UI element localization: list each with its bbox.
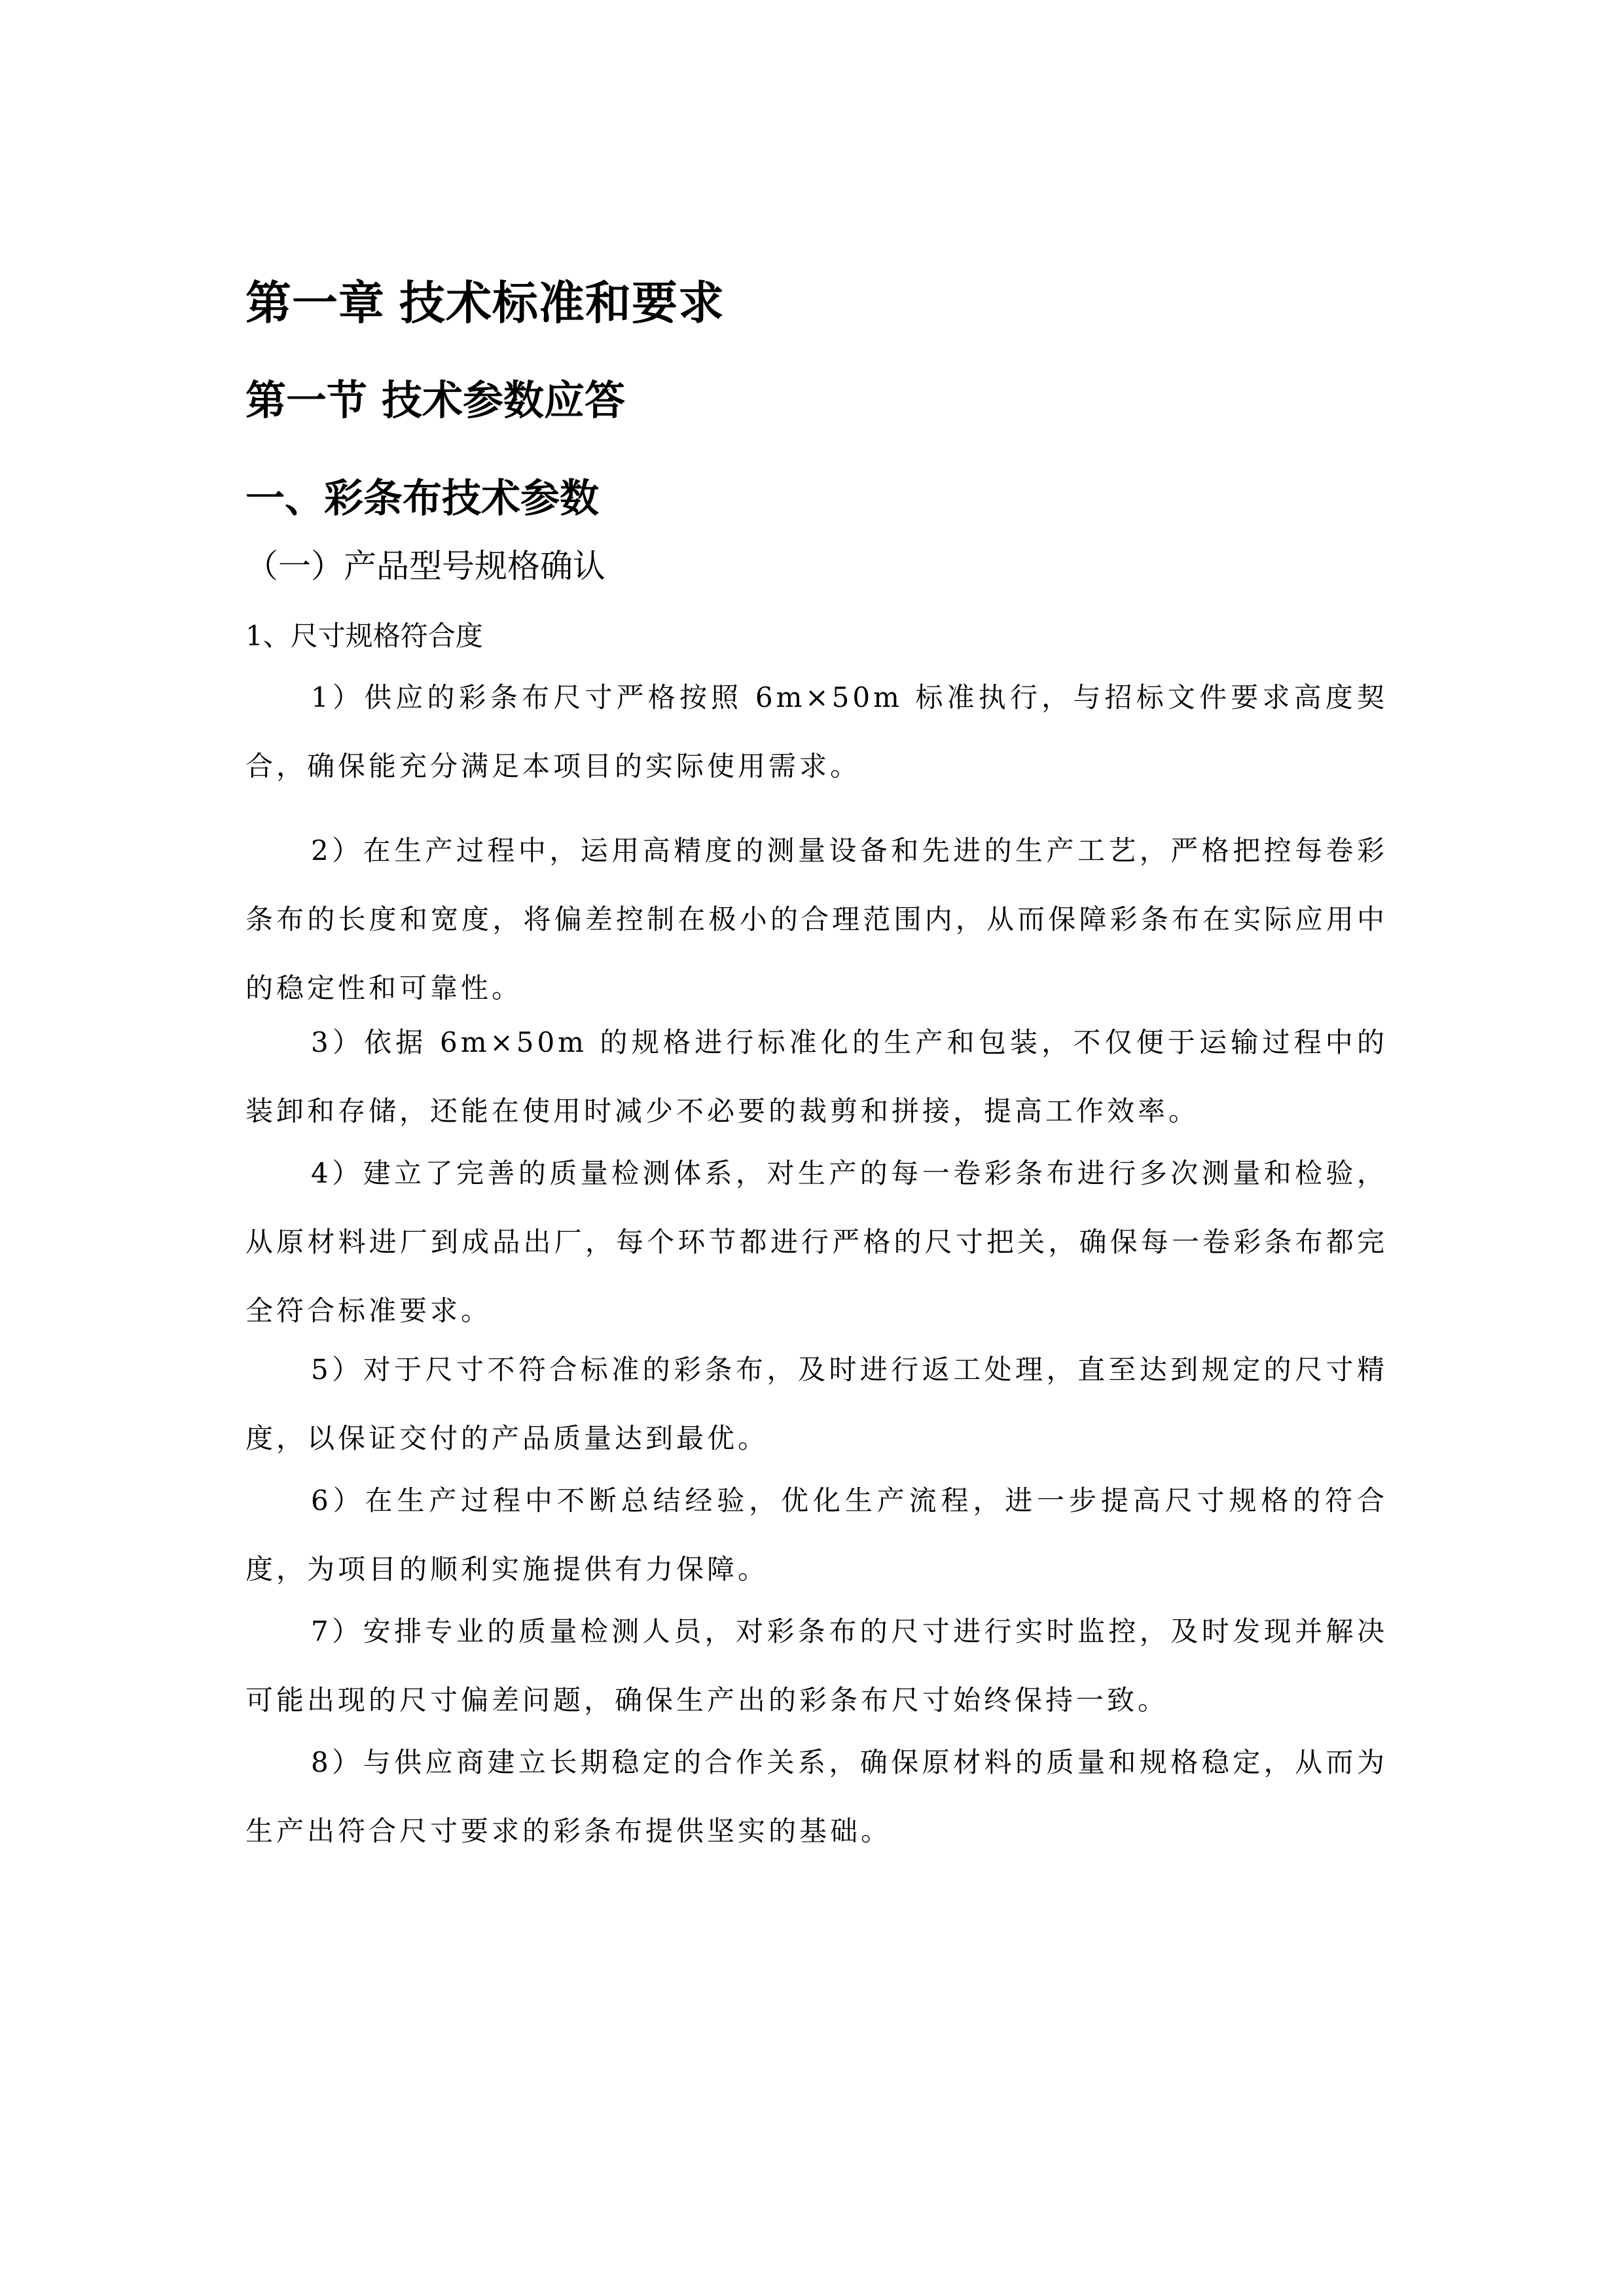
chapter-title-text: 技术标准和要求 (399, 276, 725, 330)
paragraph-7: 7）安排专业的质量检测人员，对彩条布的尺寸进行实时监控，及时发现并解决可能出现的尺寸偏差问题，确保生产出的彩条布尺寸始终保持一致。 (245, 1615, 1388, 1716)
subsubsection-title: （一）产品型号规格确认 (245, 547, 605, 585)
section-number: 第一节 (245, 376, 368, 424)
paragraph-4: 4）建立了完善的质量检测体系，对生产的每一卷彩条布进行多次测量和检验，从原材料进厂到成品出厂，每个环节都进行严格的尺寸把关，确保每一卷彩条布都完全符合标准要求。 (245, 1157, 1388, 1327)
paragraph-1: 1）供应的彩条布尺寸严格按照 6m×50m 标准执行，与招标文件要求高度契合，确保能充分满足本项目的实际使用需求。 (245, 681, 1388, 782)
paragraph-2: 2）在生产过程中，运用高精度的测量设备和先进的生产工艺，严格把控每卷彩条布的长度和宽度，将偏差控制在极小的合理范围内，从而保障彩条布在实际应用中的稳定性和可靠性。 (245, 834, 1388, 1004)
section-title-text: 技术参数应答 (382, 376, 626, 424)
item-heading: 1、尺寸规格符合度 (245, 620, 483, 652)
chapter-number: 第一章 (245, 276, 385, 330)
paragraph-6: 6）在生产过程中不断总结经验，优化生产流程，进一步提高尺寸规格的符合度，为项目的顺利实施提供有力保障。 (245, 1484, 1388, 1585)
paragraph-3: 3）依据 6m×50m 的规格进行标准化的生产和包装，不仅便于运输过程中的装卸和存储，还能在使用时减少不必要的裁剪和拼接，提高工作效率。 (245, 1026, 1388, 1127)
section-title (245, 374, 625, 427)
chapter-title (245, 274, 725, 332)
paragraph-8: 8）与供应商建立长期稳定的合作关系，确保原材料的质量和规格稳定，从而为生产出符合尺寸要求的彩条布提供坚实的基础。 (245, 1746, 1388, 1847)
paragraph-5: 5）对于尺寸不符合标准的彩条布，及时进行返工处理，直至达到规定的尺寸精度，以保证交付的产品质量达到最优。 (245, 1354, 1388, 1454)
subsection-title: 一、彩条布技术参数 (245, 476, 599, 522)
